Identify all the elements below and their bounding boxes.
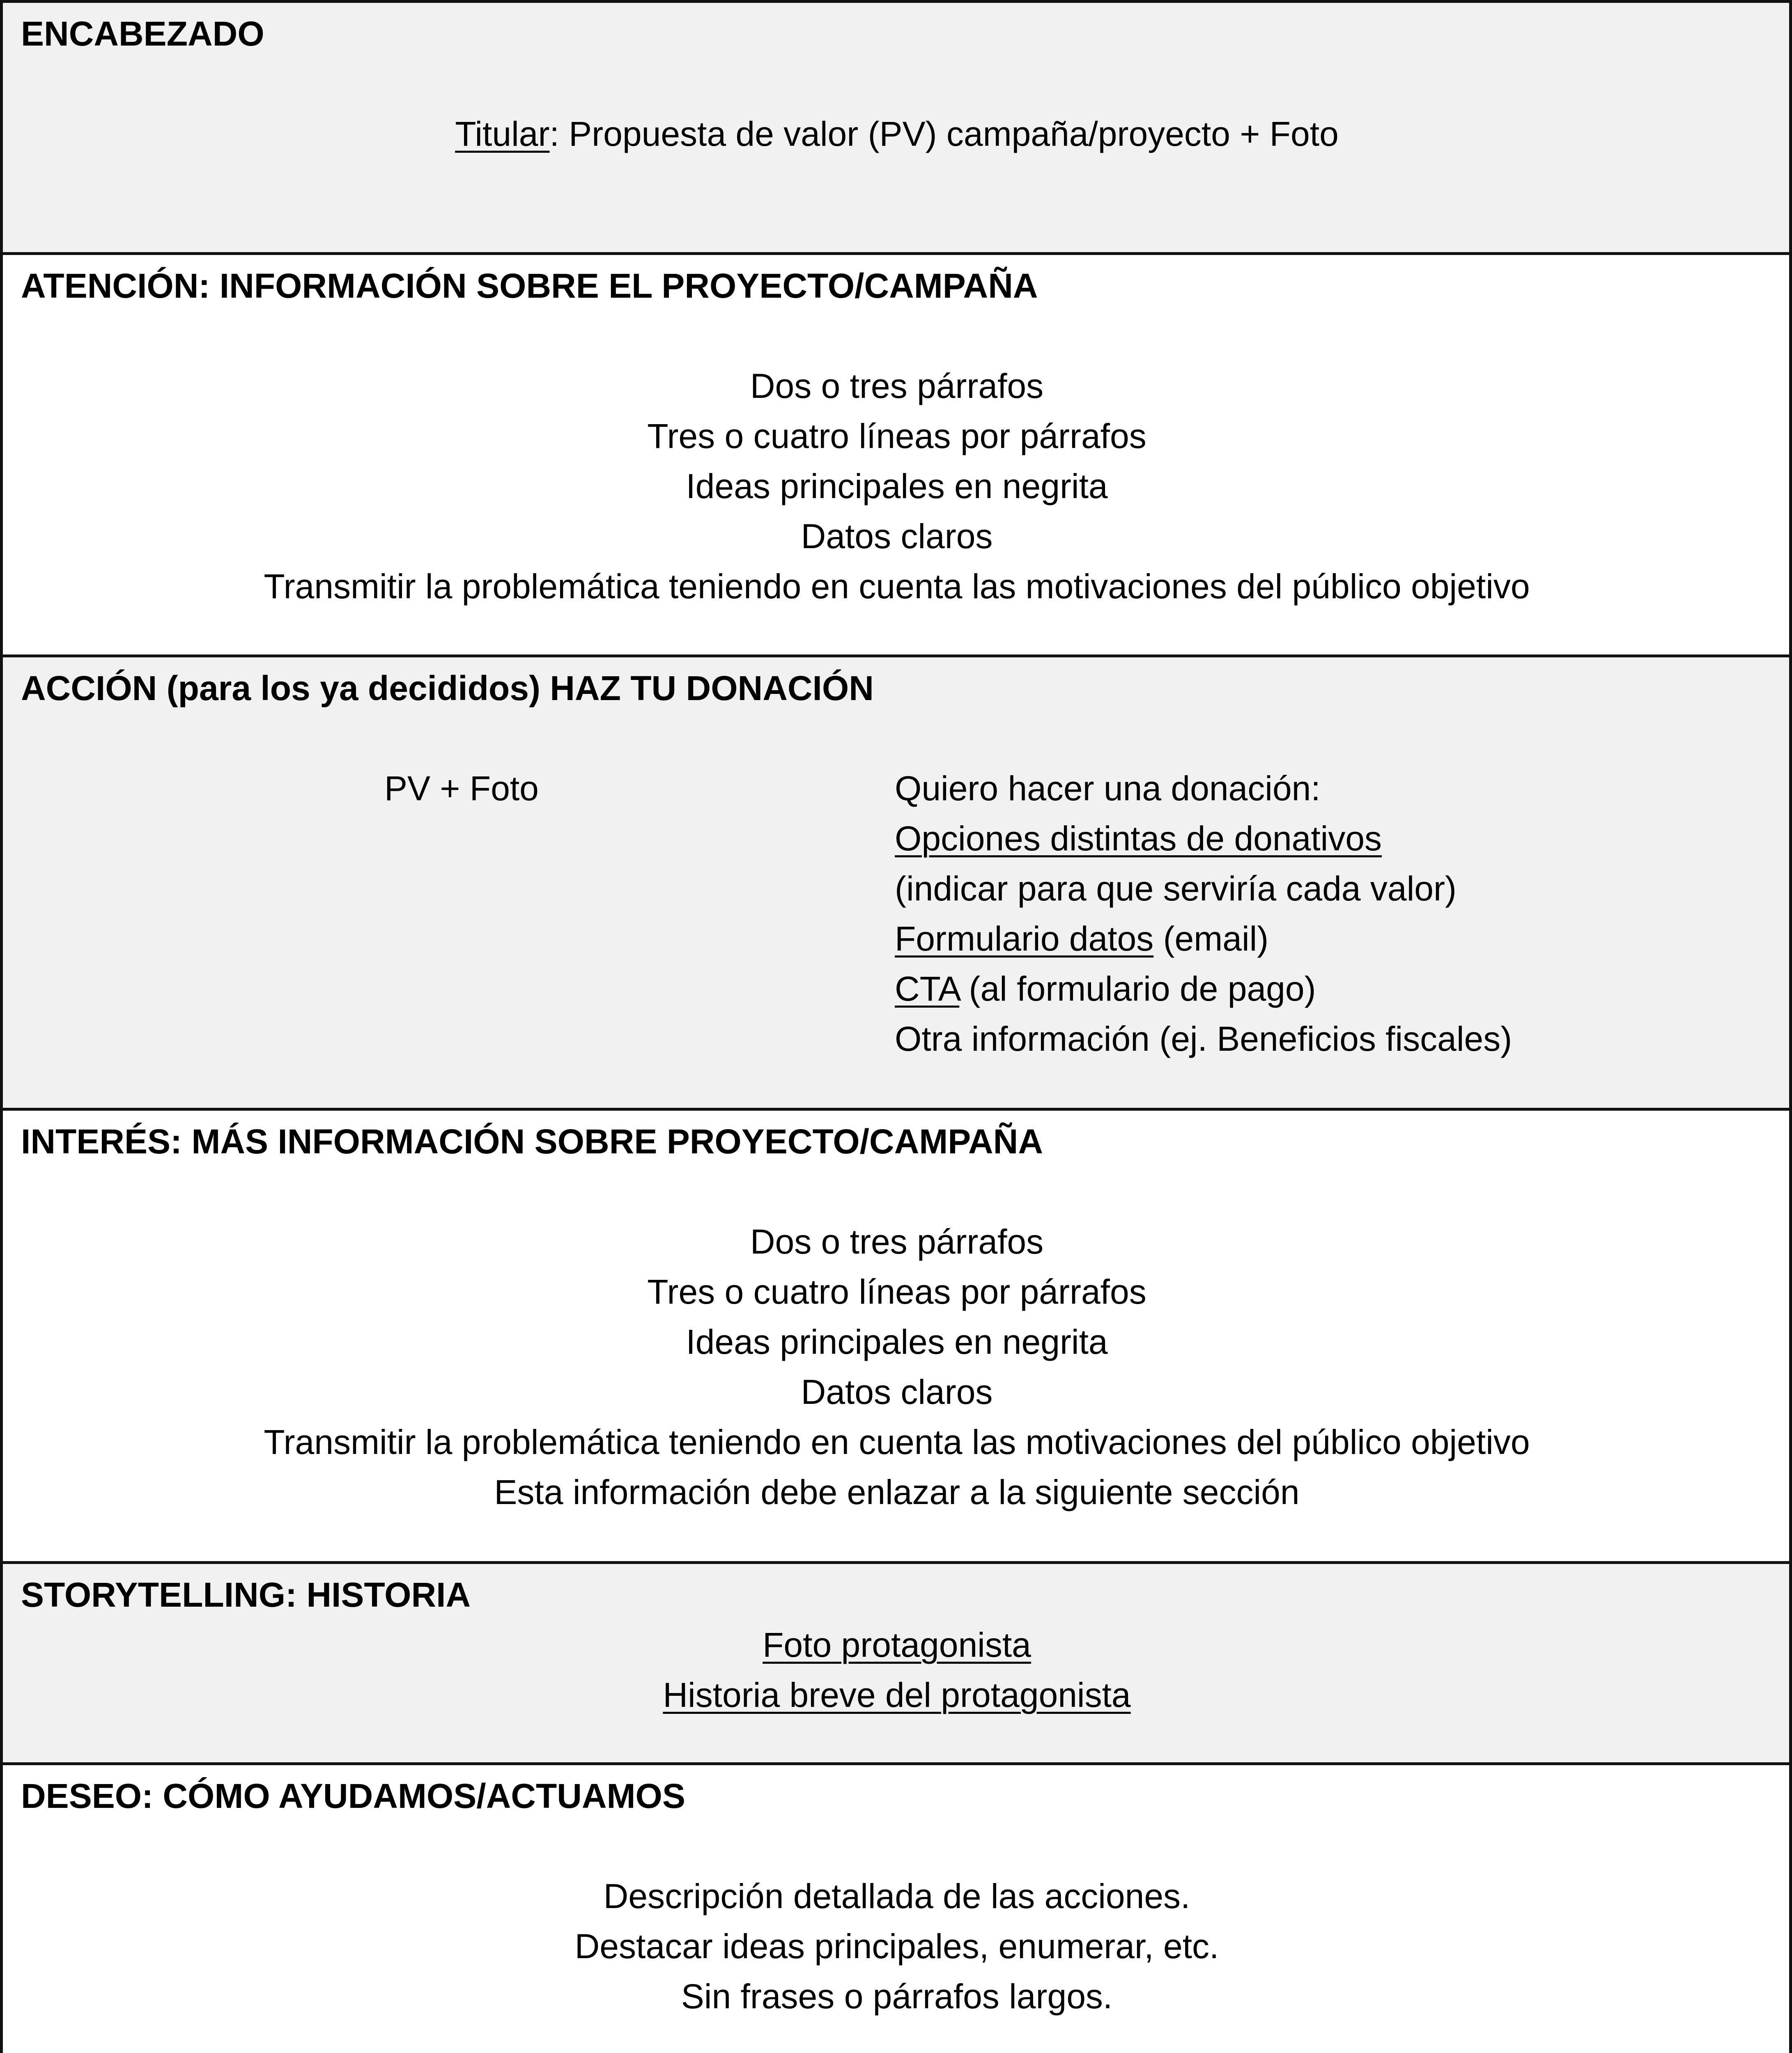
section-atencion (0, 252, 1792, 654)
story-text: Historia breve del protagonista (663, 1676, 1131, 1714)
text-line: Destacar ideas principales, enumerar, etc. (574, 1927, 1219, 1966)
text-line: Tres o cuatro líneas por párrafos (647, 1272, 1146, 1311)
donation-options: Opciones distintas de donativos (895, 819, 1382, 858)
text-line: Ideas principales en negrita (686, 1323, 1108, 1361)
two-column-block (21, 763, 1773, 1064)
titular-text: : Propuesta de valor (PV) campaña/proyecto + Foto (549, 115, 1339, 153)
text-line: Datos claros (801, 517, 993, 556)
cta-line (895, 964, 1512, 1014)
text-line: Transmitir la problemática teniendo en cuenta las motivaciones del público objetivo (264, 1423, 1530, 1461)
story-photo-line (21, 1620, 1773, 1670)
titular-line (21, 109, 1773, 159)
text-line: Dos o tres párrafos (750, 367, 1044, 405)
pv-foto-text: PV + Foto (384, 769, 539, 808)
text-line: Datos claros (801, 1373, 993, 1411)
section-storytelling (0, 1561, 1792, 1762)
text-line: Ideas principales en negrita (686, 467, 1108, 505)
story-photo: Foto protagonista (763, 1626, 1031, 1664)
donation-column (895, 763, 1512, 1064)
form-label: Formulario datos (895, 919, 1154, 958)
other-info: Otra información (ej. Beneficios fiscales) (895, 1020, 1512, 1058)
donation-options-note: (indicar para que serviría cada valor) (895, 869, 1457, 908)
text-line: Sin frases o párrafos largos. (681, 1977, 1113, 2016)
story-text-line (21, 1670, 1773, 1720)
titular-label: Titular (455, 115, 550, 153)
section-accion-donacion (0, 654, 1792, 1108)
section-heading: STORYTELLING: HISTORIA (21, 1575, 471, 1614)
text-line: Dos o tres párrafos (750, 1222, 1044, 1261)
section-heading: ENCABEZADO (21, 14, 264, 53)
section-heading: INTERÉS: MÁS INFORMACIÓN SOBRE PROYECTO/CAMPAÑA (21, 1122, 1043, 1161)
cta-label: CTA (895, 969, 960, 1008)
section-heading: ATENCIÓN: INFORMACIÓN SOBRE EL PROYECTO/CAMPAÑA (21, 266, 1038, 305)
text-line: Tres o cuatro líneas por párrafos (647, 417, 1146, 455)
text-line: Esta información debe enlazar a la siguiente sección (494, 1473, 1300, 1511)
donation-title: Quiero hacer una donación: (895, 769, 1321, 808)
section-heading: ACCIÓN (para los ya decididos) HAZ TU DONACIÓN (21, 669, 874, 707)
text-line: Transmitir la problemática teniendo en cuenta las motivaciones del público objetivo (264, 567, 1530, 606)
section-heading: DESEO: CÓMO AYUDAMOS/ACTUAMOS (21, 1777, 685, 1815)
form-line (895, 914, 1512, 964)
cta-note: (al formulario de pago) (959, 969, 1316, 1008)
text-line: Descripción detallada de las acciones. (603, 1877, 1190, 1915)
section-deseo (0, 1762, 1792, 2053)
section-encabezado (0, 0, 1792, 252)
section-interes (0, 1108, 1792, 1561)
form-note: (email) (1153, 919, 1269, 958)
